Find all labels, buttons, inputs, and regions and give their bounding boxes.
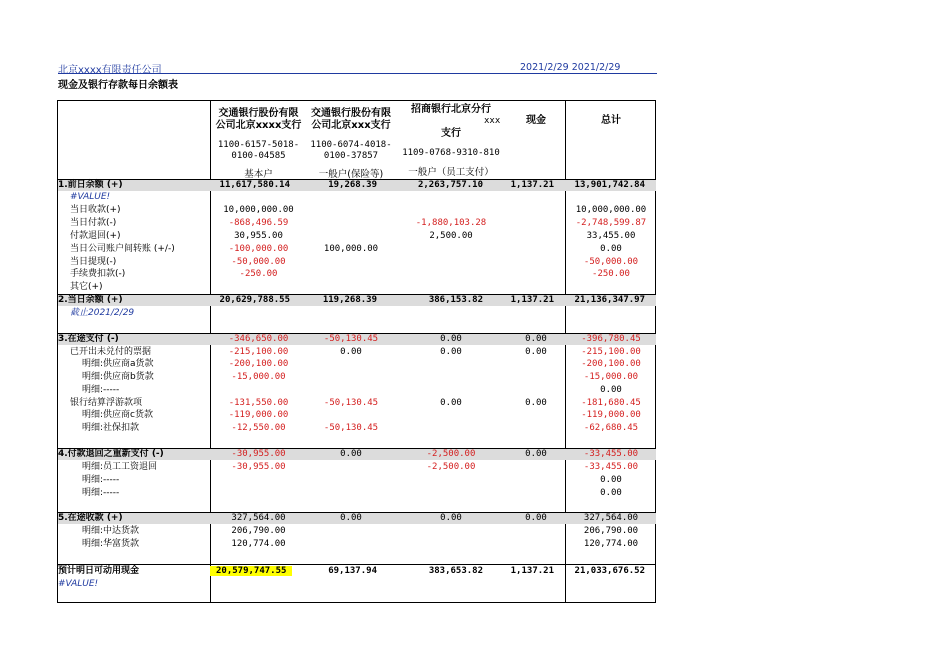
table-row: 1.前日余额 (+) 11,617,580.14 19,268.39 2,263,757.10 1,137.21 13,901,742.84 xyxy=(58,180,645,190)
forecast-highlight-cell: 20,579,747.55 xyxy=(210,566,292,576)
col-header-cash: 现金 xyxy=(526,115,546,126)
table-row: #VALUE! xyxy=(70,192,111,202)
col-header-bocom-general: 交通银行股份有限 公司北京xxx支行 1100-6074-4018- 0100-37857 一般户(保险等) xyxy=(310,108,392,180)
table-row: 明细:----- 0.00 xyxy=(82,385,622,395)
table-row: 明细:员工工资退回 -30,955.00 -2,500.00 -33,455.00 xyxy=(82,462,639,472)
table-row: 明细:供应商c货款 -119,000.00 -119,000.00 xyxy=(82,410,641,420)
table-row: 银行结算浮游款项 -131,550.00 -50,130.45 0.00 0.00 -181,680.45 xyxy=(70,398,641,408)
col-header-cmb: 招商银行北京分行 xxx 支行 1109-0768-9310-810 一般户（员工支付） xyxy=(402,104,501,178)
report-date: 2021/2/29 2021/2/29 xyxy=(520,62,621,73)
report-title: 现金及银行存款每日余额表 xyxy=(58,80,178,91)
table-row: 截止2021/2/29 xyxy=(70,308,135,318)
col-header-bocom-basic: 交通银行股份有限 公司北京xxxx支行 1100-6157-5018- 0100-04585 基本户 xyxy=(215,108,302,180)
table-row: 当日付款(-) -868,496.59 -1,880,103.28 -2,748,599.87 xyxy=(70,218,647,228)
table-row: 明细:供应商a货款 -200,100.00 -200,100.00 xyxy=(82,359,641,369)
table-row: 明细:----- 0.00 xyxy=(82,475,622,485)
table-row: 当日公司账户间转账 (+/-) -100,000.00 100,000.00 0.00 xyxy=(70,244,622,254)
table-row: 明细:社保扣款 -12,550.00 -50,130.45 -62,680.45 xyxy=(82,423,639,433)
header-rule xyxy=(58,73,657,74)
table-row: 预计明日可动用现金 20,579,747.55 69,137.94 383,653.82 1,137.21 21,033,676.52 xyxy=(58,566,645,576)
table-row: 明细:----- 0.00 xyxy=(82,488,622,498)
table-row: 当日提现(-) -50,000.00 -50,000.00 xyxy=(70,257,639,267)
table-row: 2.当日余额 (+) 20,629,788.55 119,268.39 386,153.82 1,137.21 21,136,347.97 xyxy=(58,295,645,305)
table-row: 付款退回(+) 30,955.00 2,500.00 33,455.00 xyxy=(70,231,636,241)
company-name: 北京xxxx有限责任公司 xyxy=(58,65,162,76)
col-header-total: 总计 xyxy=(601,115,621,126)
table-row: 5.在途收款 (+) 327,564.00 0.00 0.00 0.00 327,564.00 xyxy=(58,513,639,523)
table-row: #VALUE! xyxy=(58,579,99,589)
table-row: 明细:华富货款 120,774.00 120,774.00 xyxy=(82,539,639,549)
table-row: 其它(+) xyxy=(70,282,103,292)
table-row: 手续费扣款(-) -250.00 -250.00 xyxy=(70,269,630,279)
table-row: 当日收款(+) 10,000,000.00 10,000,000.00 xyxy=(70,205,647,215)
table-row: 已开出未兑付的票据 -215,100.00 0.00 0.00 0.00 -215,100.00 xyxy=(70,347,641,357)
table-row: 3.在途支付 (-) -346,650.00 -50,130.45 0.00 0.00 -396,780.45 xyxy=(58,334,641,344)
table-row: 明细:中达货款 206,790.00 206,790.00 xyxy=(82,526,639,536)
table-row: 4.付款退回之重新支付 (-) -30,955.00 0.00 -2,500.00 0.00 -33,455.00 xyxy=(58,449,639,459)
table-row: 明细:供应商b货款 -15,000.00 -15,000.00 xyxy=(82,372,639,382)
